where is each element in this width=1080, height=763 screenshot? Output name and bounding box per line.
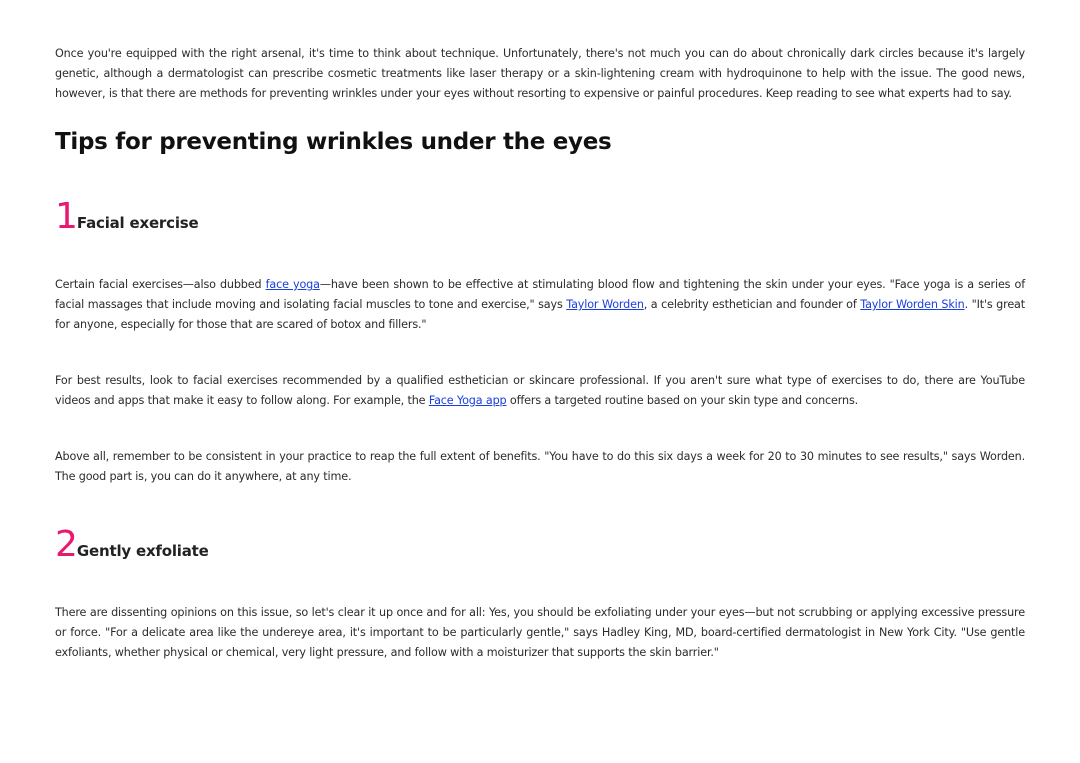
tip-2-heading xyxy=(55,524,1025,565)
article-body xyxy=(55,44,1025,663)
tip-1-title: Facial exercise xyxy=(76,214,199,232)
text-run: For best results, look to facial exercises recommended by a qualified esthetician or skincare professional. If you aren't sure what type of exercises to do, there are YouTube videos and apps that make it easy to follow along. For example, the xyxy=(55,374,1025,407)
taylor-worden-link[interactable]: Taylor Worden xyxy=(566,298,644,311)
tip-2-paragraph-1: There are dissenting opinions on this issue, so let's clear it up once and for all: Yes, you should be exfoliating under your eyes—but not scrubbing or applying excessive pressure or force. "For a delicate area like the undereye area, it's important to be particularly gentle," says Hadley King, MD, board-certified dermatologist in New York City. "Use gentle exfoliants, whether physical or chemical, very light pressure, and follow with a moisturizer that supports the skin barrier." xyxy=(55,606,1025,659)
tip-2-title: Gently exfoliate xyxy=(76,542,209,560)
taylor-worden-skin-link[interactable]: Taylor Worden Skin xyxy=(860,298,965,311)
intro-paragraph: Once you're equipped with the right arsenal, it's time to think about technique. Unfortunately, there's not much you can do about chronically dark circles because it's largely genetic, although a dermatologist can prescribe cosmetic treatments like laser therapy or a skin-lightening cream with hydroquinone to help with the issue. The good news, however, is that there are methods for preventing wrinkles under your eyes without resorting to expensive or painful procedures. Keep reading to see what experts had to say. xyxy=(55,47,1025,100)
tip-1-paragraph-2 xyxy=(55,371,1025,411)
text-run: offers a targeted routine based on your skin type and concerns. xyxy=(506,394,859,407)
tip-1-paragraph-3: Above all, remember to be consistent in your practice to reap the full extent of benefits. "You have to do this six days a week for 20 to 30 minutes to see results," says Worden. The good part is, you can do it anywhere, at any time. xyxy=(55,450,1025,483)
face-yoga-link[interactable]: face yoga xyxy=(265,278,320,291)
tip-1-heading xyxy=(55,196,1025,237)
tip-1-number: 1 xyxy=(55,196,77,237)
tip-1-paragraph-1 xyxy=(55,275,1025,335)
section-heading: Tips for preventing wrinkles under the eyes xyxy=(55,129,612,155)
text-run: . "It's great for anyone, especially for those that are scared of botox and fillers." xyxy=(55,298,1025,331)
tip-2-number: 2 xyxy=(55,524,77,565)
text-run: —have been shown to be effective at stimulating blood flow and tightening the skin under your eyes. "Face yoga is a series of facial massages that include moving and isolating facial muscles to tone and exercise," says xyxy=(55,278,1025,311)
text-run: Certain facial exercises—also dubbed xyxy=(55,278,266,291)
text-run: , a celebrity esthetician and founder of xyxy=(643,298,861,311)
face-yoga-app-link[interactable]: Face Yoga app xyxy=(428,394,507,407)
